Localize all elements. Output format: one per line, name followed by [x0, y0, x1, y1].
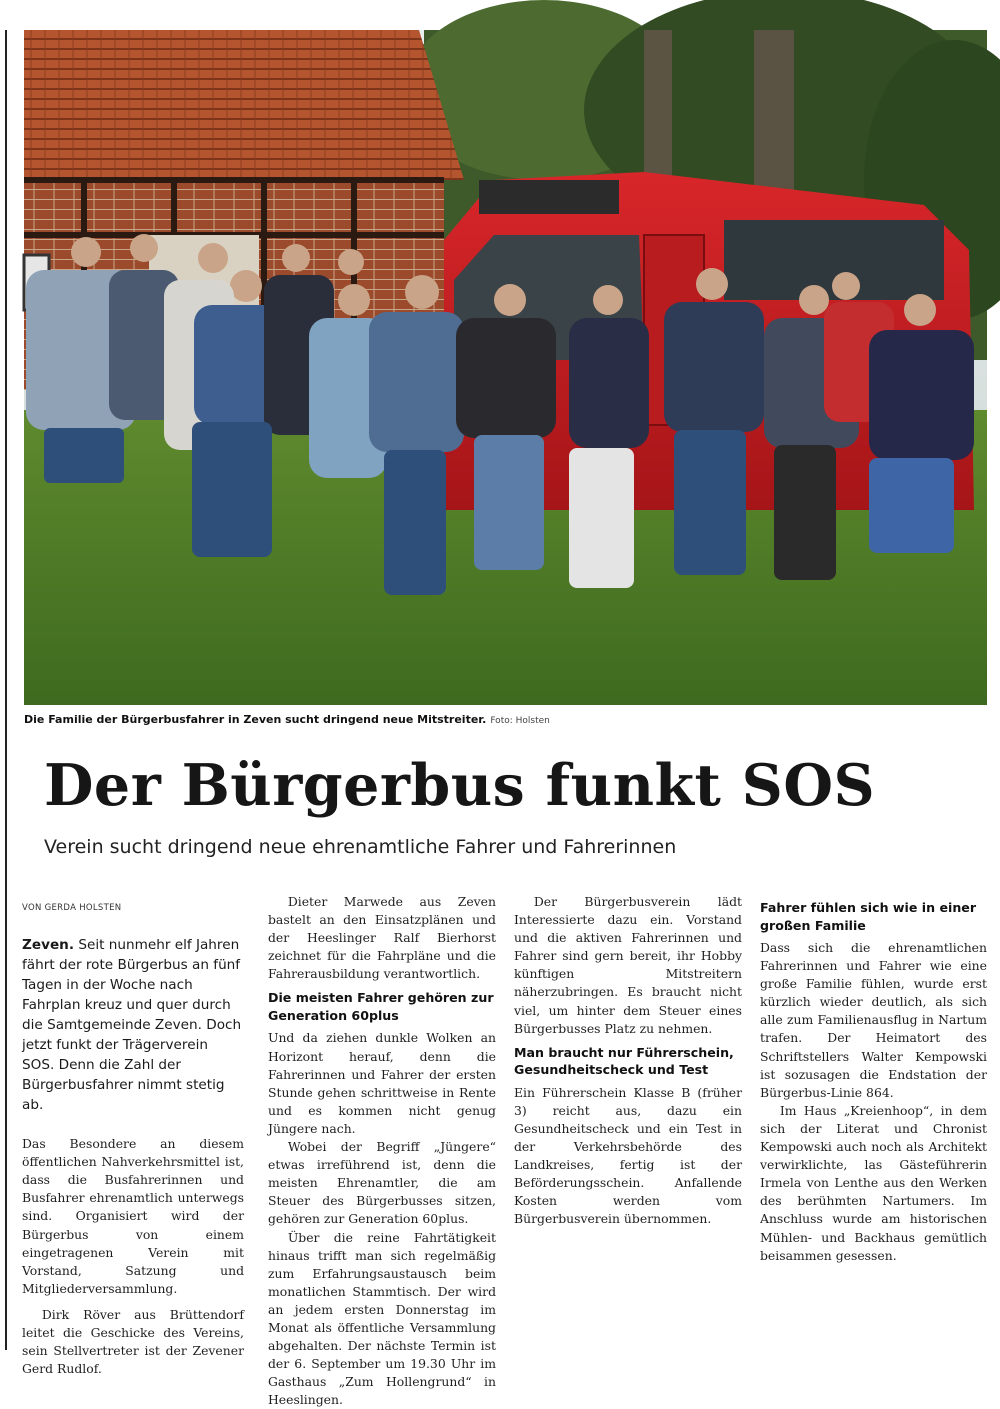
paragraph: Das Besondere an diesem öffentlichen Nahverkehrsmittel ist, dass die Busfahrerinnen und Busfahrer ehrenamtlich unterwegs sind. Organisiert wird der Bürgerbus von einem eingetragenen Verein mit Vorstand, Satzung und Mitgliederversammlung.: [22, 1135, 244, 1298]
column-rule: [5, 30, 7, 1350]
column-3: [514, 893, 742, 1353]
column-1: [22, 893, 244, 1353]
lead-paragraph: [22, 935, 244, 1115]
section-subheading: Man braucht nur Führerschein, Gesundheitscheck und Test: [514, 1044, 742, 1079]
paragraph: Über die reine Fahrtätigkeit hinaus trifft man sich regelmäßig zum Erfahrungsaustausch beim monatlichen Stammtisch. Der wird an jedem ersten Donnerstag im Monat als öffentliche Versammlung abgehalten. Der nächste Termin ist der 6. September um 19.30 Uhr im Gasthaus „Zum Hollengrund“ in Heeslingen.: [268, 1229, 496, 1409]
caption-text: Die Familie der Bürgerbusfahrer in Zeven sucht dringend neue Mitstreiter.: [24, 713, 486, 726]
byline: VON GERDA HOLSTEN: [22, 899, 244, 917]
photo-credit: Foto: Holsten: [490, 716, 550, 726]
paragraph: Im Haus „Kreienhoop“, in dem sich der Literat und Chronist Kempowski auch noch als Architekt verwirklichte, las Gästeführerin Irmela von Lenthe aus den Werken des berühmten Nartumers. Im Anschluss wurde am historischen Mühlen- und Backhaus gemütlich beisammen gesessen.: [760, 1102, 987, 1265]
paragraph: Der Bürgerbusverein lädt Interessierte dazu ein. Vorstand und die aktiven Fahrerinnen und Fahrer sind gern bereit, ihr Hobby künftigen Mitstreitern näherzubringen. Es braucht nicht viel, um hinter dem Steuer eines Bürgerbusses Platz zu nehmen.: [514, 893, 742, 1038]
photo-caption: [24, 713, 987, 726]
subheadline: Verein sucht dringend neue ehrenamtliche Fahrer und Fahrerinnen: [44, 836, 676, 858]
paragraph: Ein Führerschein Klasse B (früher 3) reicht aus, dazu ein Gesundheitscheck und ein Test in der Verkehrsbehörde des Landkreises, fertig ist der Beförderungsschein. Anfallende Kosten werden vom Bürgerbusverein übernommen.: [514, 1084, 742, 1229]
group-photo: [24, 30, 987, 705]
section-subheading: Die meisten Fahrer gehören zur Generation 60plus: [268, 989, 496, 1024]
column-2: [268, 893, 496, 1353]
paragraph: Dass sich die ehrenamtlichen Fahrerinnen und Fahrer wie eine große Familie fühlen, wurde erst kürzlich wieder deutlich, als sich alle zum Familienausflug in Nartum trafen. Der Heimatort des Schriftstellers Walter Kempowski ist sozusagen die Endstation der Bürgerbus-Linie 864.: [760, 939, 987, 1102]
paragraph: Wobei der Begriff „Jüngere“ etwas irreführend ist, denn die meisten Ehrenamtler, die am Steuer des Bürgerbusses sitzen, gehören zur Generation 60plus.: [268, 1138, 496, 1228]
paragraph: Dirk Röver aus Brüttendorf leitet die Geschicke des Vereins, sein Stellvertreter ist der Zevener Gerd Rudlof.: [22, 1306, 244, 1378]
section-subheading: Fahrer fühlen sich wie in einer großen Familie: [760, 899, 987, 934]
dateline: Zeven.: [22, 937, 74, 953]
paragraph: Dieter Marwede aus Zeven bastelt an den Einsatzplänen und der Heeslinger Ralf Bierhorst zeichnet für die Fahrpläne und die Fahrerausbildung verantwortlich.: [268, 893, 496, 983]
headline: Der Bürgerbus funkt SOS: [44, 752, 875, 819]
paragraph: Und da ziehen dunkle Wolken an Horizont herauf, denn die Fahrerinnen und Fahrer der ersten Stunde gehen schrittweise in Rente und es kommen nicht genug Jüngere nach.: [268, 1029, 496, 1138]
lead-text: Seit nunmehr elf Jahren fährt der rote Bürgerbus an fünf Tagen in der Woche nach Fahrplan kreuz und quer durch die Samtgemeinde Zeven. Doch jetzt funkt der Trägerverein SOS. Denn die Zahl der Bürgerbusfahrer nimmt stetig ab.: [22, 937, 241, 1113]
column-4: [760, 893, 987, 1353]
